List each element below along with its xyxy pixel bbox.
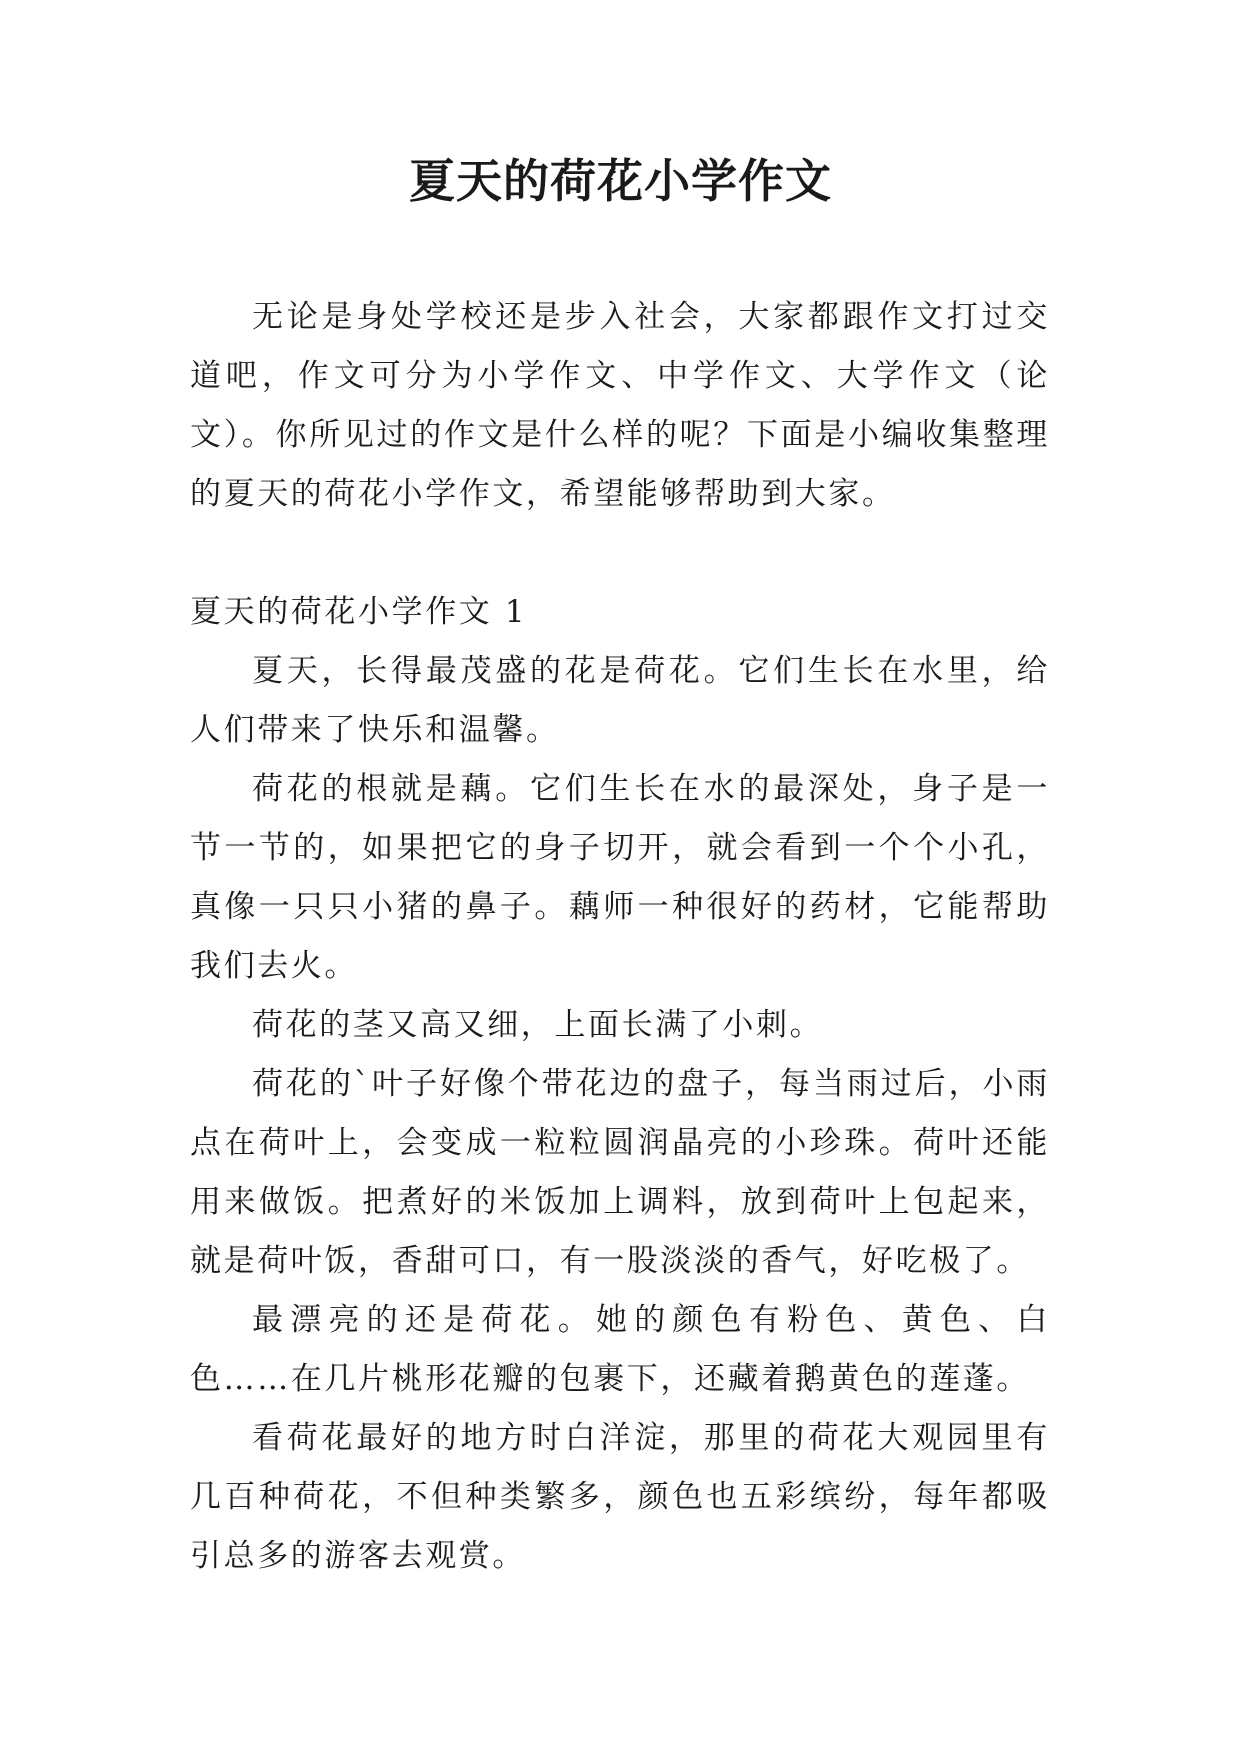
paragraph-5: 最漂亮的还是荷花。她的颜色有粉色、黄色、白色……在几片桃形花瓣的包裹下，还藏着鹅黄色的莲蓬。 — [190, 1302, 1050, 1397]
intro-paragraph: 无论是身处学校还是步入社会，大家都跟作文打过交道吧，作文可分为小学作文、中学作文、大学作文（论文）。你所见过的作文是什么样的呢？下面是小编收集整理的夏天的荷花小学作文，希望能够帮助到大家。 — [190, 299, 1050, 512]
page-title: 夏天的荷花小学作文 — [409, 154, 832, 208]
paragraph-4: 荷花的`叶子好像个带花边的盘子，每当雨过后，小雨点在荷叶上，会变成一粒粒圆润晶亮的小珍珠。荷叶还能用来做饭。把煮好的米饭加上调料，放到荷叶上包起来，就是荷叶饭，香甜可口，有一股淡淡的香气，好吃极了。 — [190, 1066, 1050, 1279]
paragraph-3: 荷花的茎又高又细，上面长满了小刺。 — [252, 1007, 824, 1043]
section-heading: 夏天的荷花小学作文 1 — [190, 594, 528, 630]
paragraph-2: 荷花的根就是藕。它们生长在水的最深处，身子是一节一节的，如果把它的身子切开，就会看到一个个小孔，真像一只只小猪的鼻子。藕师一种很好的药材，它能帮助我们去火。 — [190, 771, 1050, 984]
document-body — [190, 288, 1050, 1586]
paragraph-1: 夏天，长得最茂盛的花是荷花。它们生长在水里，给人们带来了快乐和温馨。 — [190, 653, 1050, 748]
paragraph-6: 看荷花最好的地方时白洋淀，那里的荷花大观园里有几百种荷花，不但种类繁多，颜色也五彩缤纷，每年都吸引总多的游客去观赏。 — [190, 1420, 1050, 1574]
